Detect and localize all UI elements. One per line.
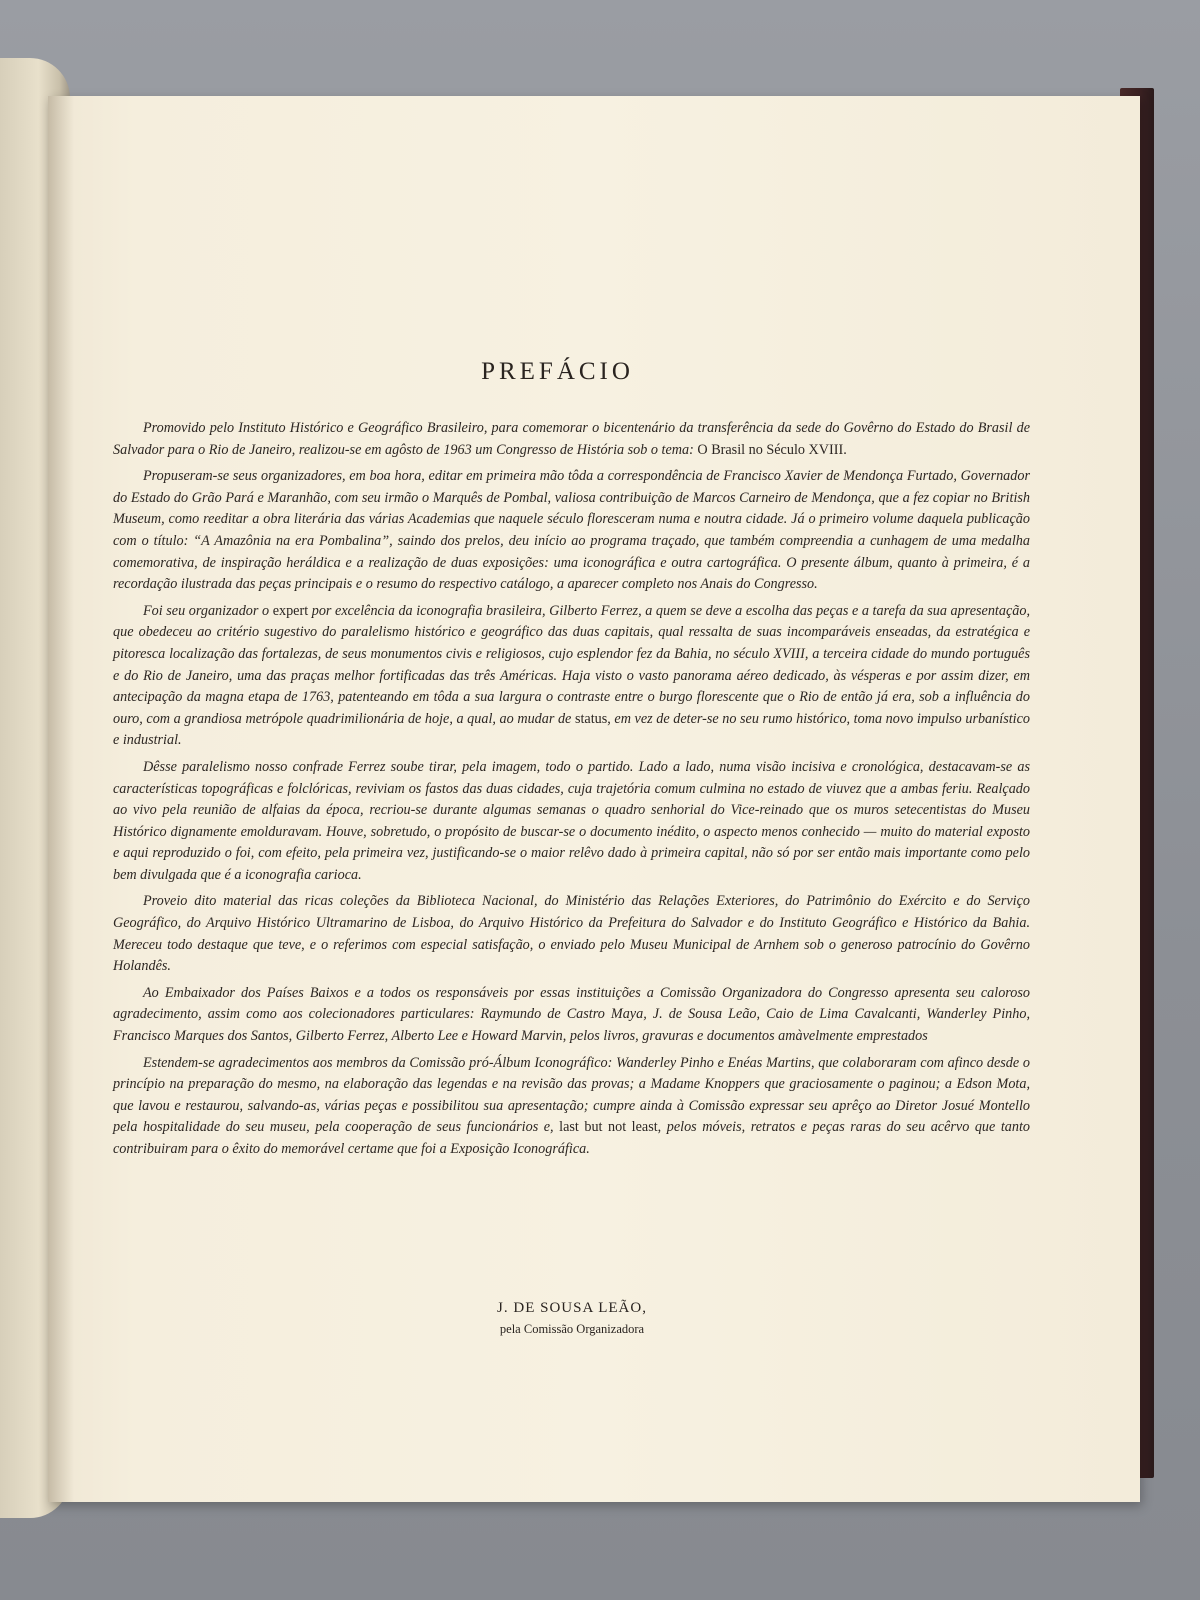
- italic-text-segment: Ao Embaixador dos Países Baixos e a todos os responsáveis por essas instituições a Comissão Organizadora do Congresso apresenta seu caloroso agradecimento, assim como aos colecionadores particulares: Raymundo de Castro Maya, J. de Sousa Leão, Caio de Lima Cavalcanti, Wanderley Pinho, Francisco Marques dos Santos, Gilberto Ferrez, Alberto Lee e Howard Marvin, pelos livros, gravuras e documentos amàvelmente emprestados: [113, 984, 1030, 1045]
- roman-text-segment: status,: [574, 710, 611, 727]
- roman-text-segment: O Brasil no Século XVIII.: [697, 441, 847, 458]
- italic-text-segment: em vez de deter-se no seu rumo histórico, toma novo impulso urbanístico e industrial.: [113, 710, 1030, 749]
- preface-paragraph: [113, 983, 1030, 1048]
- italic-text-segment: Promovido pelo Instituto Histórico e Geográfico Brasileiro, para comemorar o bicentenário da transferência da sede do Govêrno do Estado do Brasil de Salvador para o Rio de Janeiro, realizou-se em agôsto de 1963 um Congresso de História sob o tema:: [113, 420, 1030, 458]
- roman-text-segment: expert: [272, 602, 309, 619]
- preface-paragraph: [113, 757, 1030, 887]
- preface-paragraph: [113, 891, 1030, 977]
- page-gutter-shadow: [48, 96, 74, 1502]
- italic-text-segment: Dêsse paralelismo nosso confrade Ferrez soube tirar, pela imagem, todo o partido. Lado a lado, numa visão incisiva e cronológica, destacavam-se as características topográficas e folclóricas, reviviam os fastos das duas cidades, cuja trajetória comum culmina no estado de viuvez que a ambas feriu. Realçado ao vivo pela reunião de alfaias da época, recriou-se durante algumas semanas o quadro senhorial do Vice-reinado que os muros setecentistas do Museu Histórico dignamente emolduravam. Houve, sobretudo, o propósito de buscar-se o documento inédito, o aspecto menos conhecido — muito do material exposto e aqui reproduzido o foi, com efeito, pela primeira vez, justificando-se o maior relêvo dado à primeira capital, não só por ser então mais importante como pelo bem divulgada que é a iconografia carioca.: [113, 758, 1030, 883]
- preface-paragraph: [113, 466, 1030, 596]
- signature-role: pela Comissão Organizadora: [499, 1322, 645, 1336]
- preface-paragraph: [113, 1053, 1030, 1161]
- roman-text-segment: last but not least,: [559, 1119, 662, 1136]
- page-title: PREFÁCIO: [481, 358, 634, 385]
- italic-text-segment: Foi seu organizador o: [143, 602, 273, 619]
- signature-name: J. DE SOUSA LEÃO,: [497, 1300, 647, 1316]
- italic-text-segment: Estendem-se agradecimentos aos membros da Comissão pró-Álbum Iconográfico: Wanderley Pinho e Enéas Martins, que colaboraram com afinco desde o princípio na preparação do mesmo, na elaboração das legendas e na revisão das provas; a Madame Knoppers que graciosamente o paginou; a Edson Mota, que lavou e restaurou, salvando-as, várias peças e possibilitou sua apresentação; cumpre ainda à Comissão expressar seu aprêço ao Diretor Josué Montello pela hospitalidade do seu museu, pela cooperação de seus funcionários e,: [113, 1054, 1030, 1136]
- italic-text-segment: Propuseram-se seus organizadores, em boa hora, editar em primeira mão tôda a correspondência de Francisco Xavier de Mendonça Furtado, Governador do Estado do Grão Pará e Maranhão, com seu irmão o Marquês de Pombal, valiosa contribuição de Marcos Carneiro de Mendonça, que a fez copiar no British Museum, como reeditar a obra literária das várias Academias que naquele século floresceram numa e noutra cidade. Já o primeiro volume daquela publicação com o título: “A Amazônia na era Pombalina”, saindo dos prelos, deu início ao programa traçado, que também compreendia a cunhagem de uma medalha comemorativa, de inspiração heráldica e a realização de duas exposições: uma iconográfica e outra cartográfica. O presente álbum, quanto à primeira, é a recordação ilustrada das peças principais e o resumo do respectivo catálogo, a aparecer completo nos Anais do Congresso.: [113, 468, 1030, 593]
- preface-paragraph: [113, 601, 1030, 752]
- italic-text-segment: pelos móveis, retratos e peças raras do seu acêrvo que tanto contribuiram para o êxito do memorável certame que foi a Exposição Iconográfica.: [113, 1119, 1030, 1157]
- preface-paragraph: [113, 418, 1030, 461]
- signature-block: [0, 1300, 1144, 1337]
- italic-text-segment: por excelência da iconografia brasileira, Gilberto Ferrez, a quem se deve a escolha das peças e a tarefa da sua apresentação, que obedeceu ao critério sugestivo do paralelismo histórico e geográfico das duas capitais, qual ressalta de suas incomparáveis enseadas, da estratégica e pitoresca localização das fortalezas, de seus monumentos civis e religiosos, cujo esplendor fez da Bahia, no século XVIII, a terceira cidade do mundo português e do Rio de Janeiro, uma das praças melhor fortificadas das três Américas. Haja visto o vasto panorama aéreo dedicado, às vésperas e por assim dizer, em antecipação da magna etapa de 1763, patenteando em tôda a sua largura o contraste entre o burgo florescente que o Rio de então já era, sob a influência do ouro, com a grandiosa metrópole quadrimilionária de hoje, a qual, ao mudar de: [113, 602, 1030, 727]
- preface-body: [113, 418, 1030, 1166]
- italic-text-segment: Proveio dito material das ricas coleções da Biblioteca Nacional, do Ministério das Relações Exteriores, do Patrimônio do Exército e do Serviço Geográfico, do Arquivo Histórico Ultramarino de Lisboa, do Arquivo Histórico da Prefeitura do Salvador e do Instituto Geográfico e Histórico da Bahia. Mereceu todo destaque que teve, e o referimos com especial satisfação, o enviado pelo Museu Municipal de Arnhem sob o generoso patrocínio do Govêrno Holandês.: [113, 893, 1030, 975]
